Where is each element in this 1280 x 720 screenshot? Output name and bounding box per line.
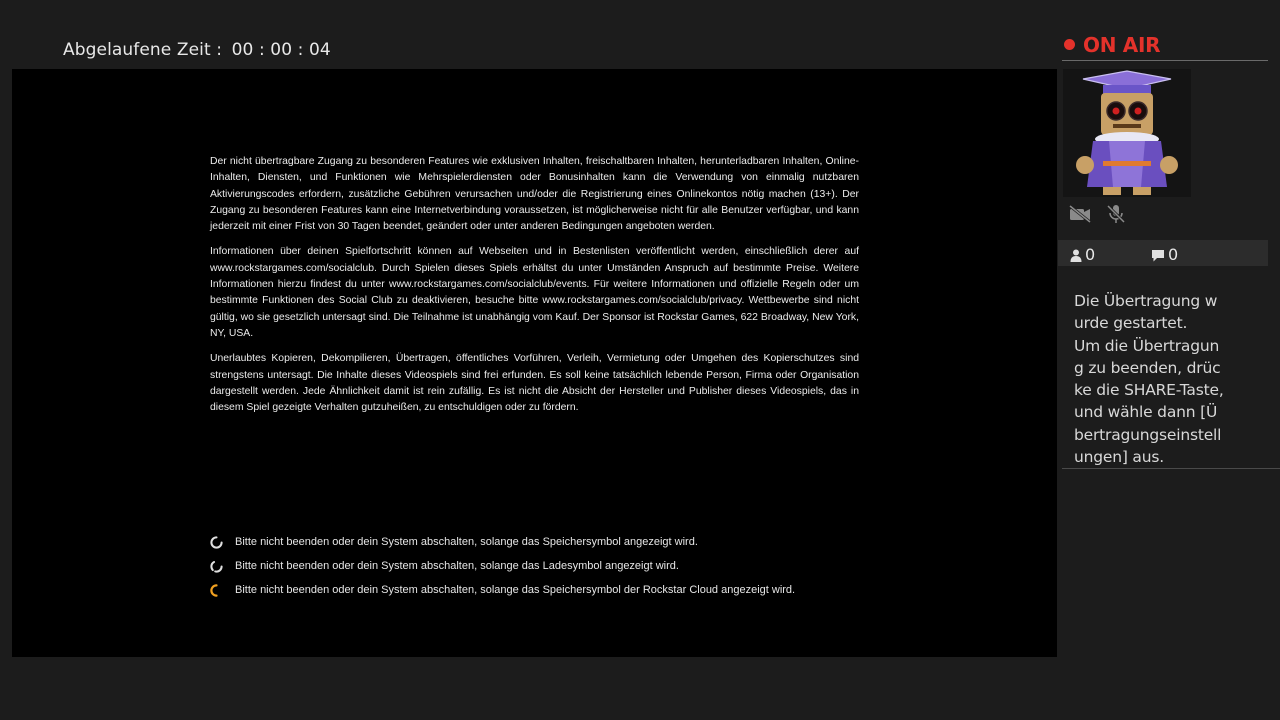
divider — [1062, 468, 1280, 469]
legal-paragraph: Der nicht übertragbare Zugang zu besonderen Features wie exklusiven Inhalten, freischaltbaren Inhalten, herunterladbaren Inhalten, Online-Inhalten, Diensten, und Funktionen wie Mehrspielerdiensten oder Bonusinhalten kann die Verwendung von einmalig nutzbaren Aktivierungscodes erfordern, zusätzliche Gebühren verursachen und/oder die Registrierung eines Onlinekontos nötig machen (13+). Der Zugang zu besonderen Features kann eine Internetverbindung voraussetzen, ist möglicherweise nicht für alle Benutzer verfügbar, und kann jederzeit mit einer Frist von 30 Tagen beendet, geändert oder unter anderen Bedingungen angeboten werden. — [210, 156, 859, 233]
game-screen — [12, 69, 1057, 657]
elapsed-time-label: Abgelaufene Zeit : — [63, 40, 223, 60]
notice-text: Bitte nicht beenden oder dein System abschalten, solange das Speichersymbol der Rockstar Cloud angezeigt wird. — [235, 584, 796, 596]
viewer-count — [1070, 245, 1095, 264]
comment-count — [1151, 245, 1178, 264]
legal-paragraph: Informationen über deinen Spielfortschritt können auf Webseiten und in Bestenlisten veröffentlicht werden, einschließlich derer auf www.rockstargames.com/socialclub. Durch Spielen dieses Spiels erhältst du unter Umständen Anspruch auf bestimmte Preise. Weitere Informationen hierzu findest du unter www.rockstargames.com/socialclub/events. Für weitere Informationen und offizielle Regeln oder um bestimmte Funktionen des Social Club zu deaktivieren, besuche bitte www.rockstargames.com/socialclub/privacy. Wettbewerbe sind nicht gültig, wo sie gesetzlich untersagt sind. Die Teilnahme ist unabhängig vom Kauf. Der Sponsor ist Rockstar Games, 622 Broadway, New York, NY, USA. — [210, 246, 859, 339]
on-air-label: ON AIR — [1083, 33, 1161, 57]
save-spinner-icon — [210, 536, 223, 549]
camera-off-icon — [1068, 204, 1092, 224]
save-notices — [210, 534, 910, 606]
legal-notice — [210, 154, 859, 425]
elapsed-time-value: 00 : 00 : 04 — [231, 40, 331, 60]
viewer-icon — [1070, 249, 1082, 262]
avatar — [1063, 69, 1191, 197]
cloud-save-spinner-icon — [210, 584, 223, 597]
notice-text: Bitte nicht beenden oder dein System abschalten, solange das Ladesymbol angezeigt wird. — [235, 560, 679, 572]
viewer-count-value: 0 — [1085, 245, 1096, 264]
mic-muted-icon — [1104, 204, 1128, 224]
broadcast-stats — [1058, 240, 1268, 266]
avatar-character-icon — [1063, 69, 1191, 197]
notice-cloud-save — [210, 582, 910, 606]
elapsed-time — [63, 40, 331, 60]
legal-paragraph: Unerlaubtes Kopieren, Dekompilieren, Übertragen, öffentliches Vorführen, Verleih, Vermietung oder Umgehen des Kopierschutzes sind strengstens untersagt. Die Inhalte dieses Videospiels sind frei erfunden. Es soll keine tatsächlich lebende Person, Firma oder Organisation dargestellt werden. Jede Ähnlichkeit damit ist rein zufällig. Es ist nicht die Absicht der Hersteller und Publisher dieses Videospiels, das in diesem Spiel gezeigte Verhalten gutzuheißen, zu entschuldigen oder zu fördern. — [210, 353, 859, 414]
divider — [1062, 60, 1268, 61]
load-spinner-icon — [210, 560, 223, 573]
on-air-indicator — [1064, 33, 1160, 57]
notice-text: Bitte nicht beenden oder dein System abschalten, solange das Speichersymbol angezeigt wird. — [235, 536, 698, 548]
notice-load — [210, 558, 910, 582]
live-dot-icon — [1064, 39, 1075, 50]
comment-icon — [1151, 249, 1165, 262]
broadcast-message: Die Übertragung wurde gestartet. Um die Übertragung zu beenden, drücke die SHARE-Taste, und wähle dann [Übertragungseinstellungen] aus. — [1074, 292, 1224, 467]
comment-count-value: 0 — [1168, 245, 1179, 264]
notice-save — [210, 534, 910, 558]
